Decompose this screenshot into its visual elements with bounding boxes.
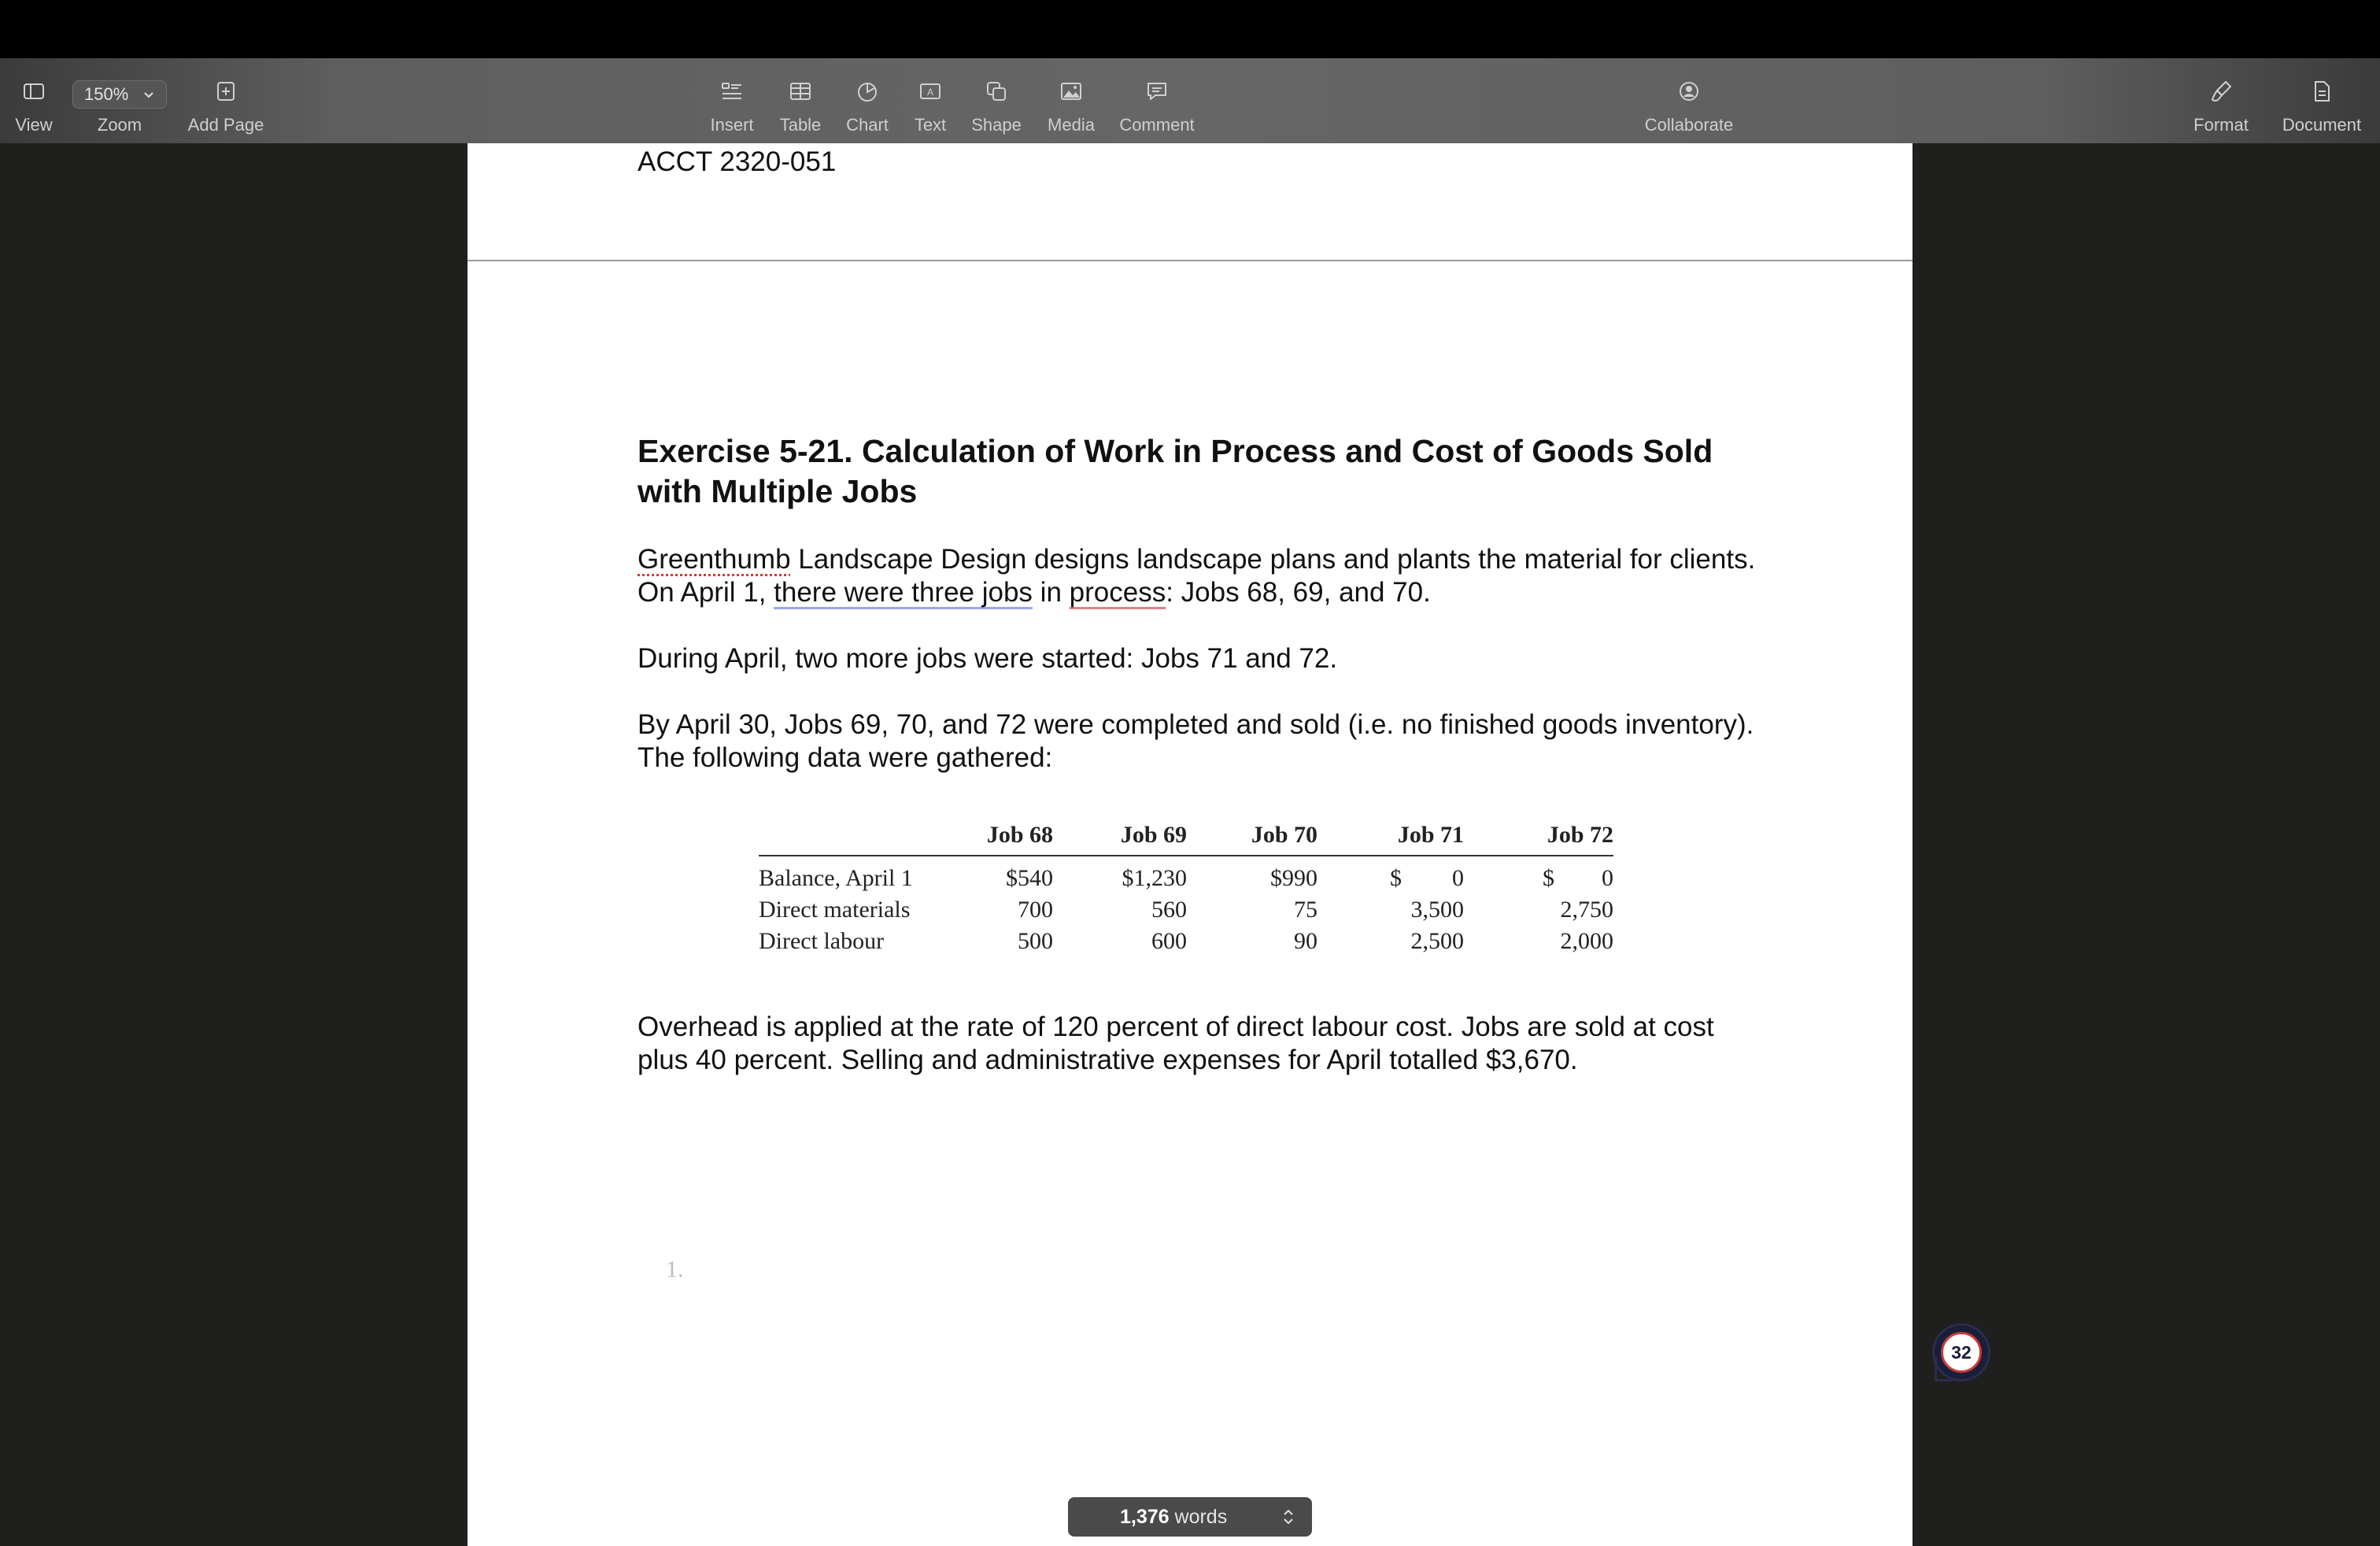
text-button[interactable]: [901, 58, 959, 143]
table-cell: 560: [1151, 897, 1187, 923]
comment-button[interactable]: [1116, 58, 1198, 143]
sidebar-icon: [21, 79, 46, 104]
exercise-title[interactable]: Exercise 5-21. Calculation of Work in Process and Cost of Goods Sold with Multiple Jobs: [638, 433, 1713, 509]
paintbrush-icon: [2208, 79, 2234, 104]
row-label: Direct materials: [759, 897, 911, 923]
word-count-control[interactable]: [1068, 1497, 1312, 1537]
grammar-flagged-phrase[interactable]: there were three jobs: [774, 577, 1033, 608]
table-header-row: [759, 816, 1613, 856]
table-row: [759, 894, 1613, 926]
table-button[interactable]: [769, 58, 832, 143]
table-cell: $990: [1270, 865, 1318, 891]
flagged-word[interactable]: process: [1069, 577, 1166, 608]
spelling-flagged-word[interactable]: Greenthumb: [638, 544, 791, 575]
page-divider: [468, 260, 1913, 261]
table-cell: 600: [1151, 928, 1187, 954]
table-cell: 3,500: [1410, 897, 1464, 923]
zoom-label: Zoom: [97, 115, 142, 135]
table-cell: 2,500: [1410, 928, 1464, 954]
document-page[interactable]: [468, 143, 1913, 1546]
insert-list-icon: [719, 79, 745, 104]
up-down-arrows-icon: [1282, 1507, 1295, 1526]
page-number-value: 32: [1941, 1332, 1982, 1373]
column-header: Job 72: [1547, 822, 1613, 848]
document-button[interactable]: [2275, 58, 2369, 143]
media-button[interactable]: [1039, 58, 1103, 143]
document-label: Document: [2282, 115, 2362, 135]
text-label: Text: [914, 115, 947, 135]
paragraph-text: in: [1032, 577, 1070, 608]
shape-icon: [984, 79, 1009, 104]
list-item-number[interactable]: 1.: [666, 1256, 684, 1282]
table-cell: [1464, 856, 1613, 894]
column-header: Job 68: [986, 822, 1053, 848]
word-count-suffix: words: [1169, 1506, 1228, 1528]
dollar-sign: $: [1390, 865, 1402, 891]
table-cell: $540: [1006, 865, 1053, 891]
insert-button[interactable]: [700, 58, 763, 143]
add-page-icon: [213, 79, 238, 104]
comment-icon: [1144, 79, 1170, 104]
table-cell: 2,750: [1560, 897, 1613, 923]
completed-jobs-paragraph[interactable]: By April 30, Jobs 69, 70, and 72 were completed and sold (i.e. no finished goods inventory). The following data were gathered:: [638, 709, 1754, 773]
table-corner-cell: [759, 816, 916, 856]
row-label: Direct labour: [759, 928, 885, 954]
table-row: [759, 856, 1613, 894]
media-label: Media: [1048, 115, 1095, 135]
collaborate-button[interactable]: [1635, 58, 1743, 143]
text-box-icon: [918, 79, 943, 104]
table-row: [759, 926, 1613, 957]
window-title-bar: [0, 0, 2380, 58]
comment-label: Comment: [1119, 115, 1195, 135]
toolbar: [0, 58, 2380, 143]
overhead-paragraph[interactable]: Overhead is applied at the rate of 120 percent of direct labour cost. Jobs are sold at cost plus 40 percent. Selling and administrative expenses for April totalled $3,670.: [638, 1012, 1714, 1075]
table-icon: [788, 79, 813, 104]
table-cell: 90: [1294, 928, 1318, 954]
add-page-label: Add Page: [187, 115, 264, 135]
table-label: Table: [779, 115, 822, 135]
zoom-control: [72, 58, 167, 143]
add-page-button[interactable]: [179, 58, 272, 143]
collaborate-icon: [1676, 79, 1702, 104]
photo-icon: [1059, 79, 1084, 104]
insert-label: Insert: [710, 115, 754, 135]
column-header: Job 70: [1251, 822, 1318, 848]
cell-value: 0: [1452, 865, 1464, 891]
word-count-value: 1,376: [1120, 1506, 1170, 1528]
april-jobs-paragraph[interactable]: During April, two more jobs were started: Jobs 71 and 72.: [638, 643, 1338, 674]
chart-button[interactable]: [836, 58, 899, 143]
table-cell: [1318, 856, 1464, 894]
column-header: Job 69: [1120, 822, 1187, 848]
shape-label: Shape: [971, 115, 1022, 135]
collaborate-label: Collaborate: [1644, 115, 1734, 135]
row-label: Balance, April 1: [759, 865, 913, 891]
shape-button[interactable]: [965, 58, 1028, 143]
table-cell: 500: [1018, 928, 1053, 954]
paragraph-text: : Jobs 68, 69, and 70.: [1166, 577, 1431, 608]
paragraph-text: Landscape Design designs landscape plans and plants the material for clients. On April 1,: [638, 544, 1756, 608]
view-label: View: [15, 115, 53, 135]
table-cell: $1,230: [1122, 865, 1187, 891]
cell-value: 0: [1602, 865, 1613, 891]
job-cost-table: [759, 816, 1613, 957]
page-number-badge[interactable]: [1935, 1326, 1988, 1379]
format-label: Format: [2193, 115, 2249, 135]
chart-label: Chart: [846, 115, 889, 135]
svg-text:A: A: [926, 87, 934, 98]
format-button[interactable]: [2188, 58, 2254, 143]
table-cell: 2,000: [1560, 928, 1613, 954]
page-header-text[interactable]: ACCT 2320-051: [638, 146, 837, 177]
table-cell: 75: [1294, 897, 1318, 923]
pie-chart-icon: [855, 79, 880, 104]
dollar-sign: $: [1543, 865, 1554, 891]
zoom-value: 150%: [84, 84, 129, 104]
table-cell: 700: [1018, 897, 1053, 923]
column-header: Job 71: [1397, 822, 1464, 848]
document-icon: [2309, 79, 2334, 104]
intro-paragraph[interactable]: [638, 543, 1771, 609]
view-button[interactable]: [5, 58, 63, 143]
